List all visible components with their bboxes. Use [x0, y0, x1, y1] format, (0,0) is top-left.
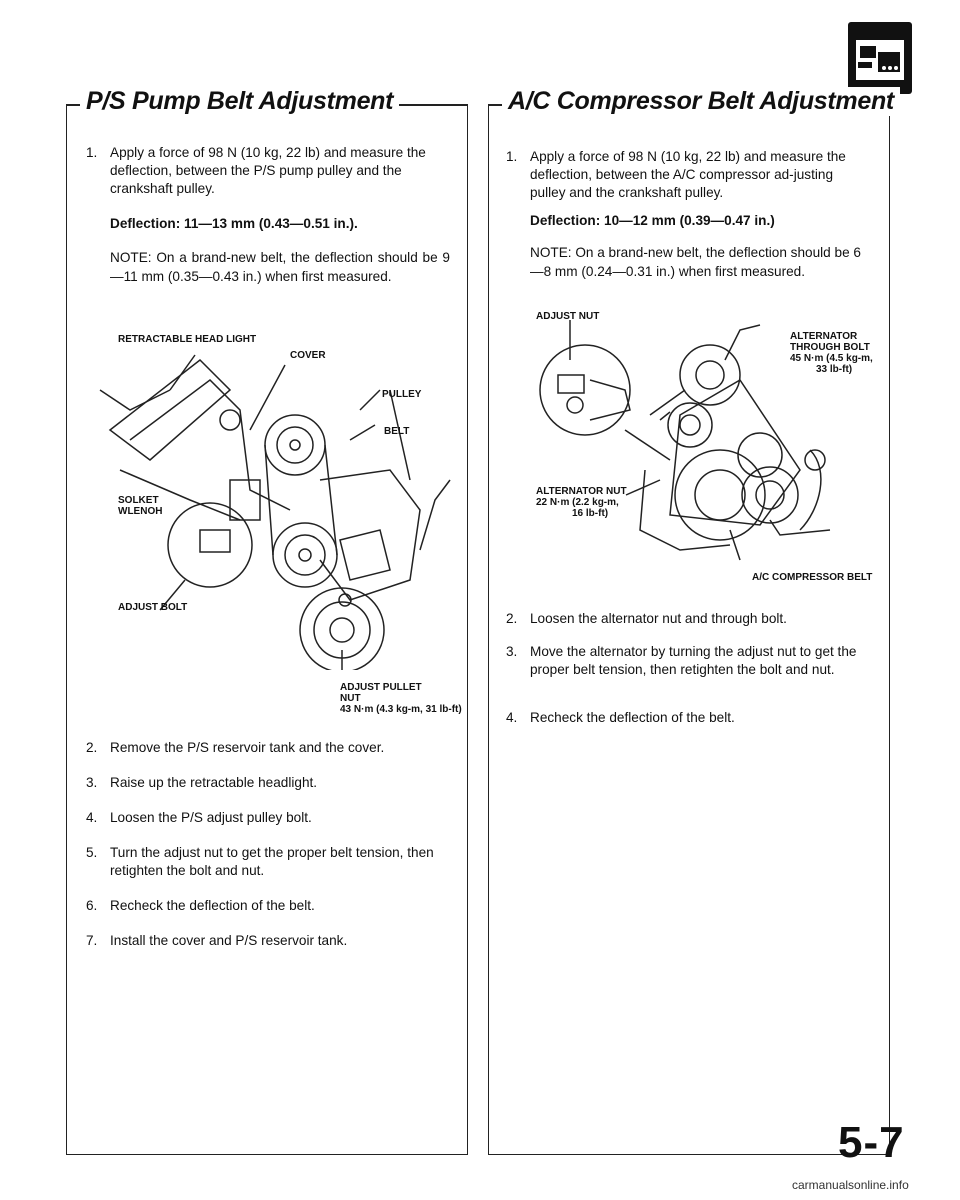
- label-alternator-through-bolt: ALTERNATOR THROUGH BOLT 45 N·m (4.5 kg-m, 33 lb-ft): [790, 331, 873, 375]
- right-note: NOTE: On a brand-new belt, the deflection should be 6—8 mm (0.24—0.31 in.) when first measured.: [530, 245, 861, 279]
- left-section-title: P/S Pump Belt Adjustment: [80, 87, 399, 116]
- label-alternator-nut: ALTERNATOR NUT 22 N·m (2.2 kg-m, 16 lb-ft): [536, 486, 627, 519]
- label-adjust-bolt: ADJUST BOLT: [118, 602, 188, 613]
- label-solenoid: SOLKET WLENOH: [118, 495, 163, 517]
- page-number: 5-7: [838, 1118, 905, 1167]
- label-adjust-pulley-nut: ADJUST PULLET NUT 43 N·m (4.3 kg-m, 31 lb-ft): [340, 682, 462, 715]
- engine-section-icon: [848, 22, 912, 94]
- label-pulley: PULLEY: [382, 389, 422, 400]
- label-cover: COVER: [290, 350, 326, 361]
- label-ac-compressor-belt: A/C COMPRESSOR BELT: [752, 572, 873, 583]
- label-retractable-headlight: RETRACTABLE HEAD LIGHT: [118, 334, 257, 345]
- right-deflection: Deflection: 10—12 mm (0.39—0.47 in.): [530, 213, 775, 228]
- watermark: carmanualsonline.info: [792, 1178, 909, 1192]
- left-note: NOTE: On a brand-new belt, the deflection should be 9—11 mm (0.35—0.43 in.) when first measured.: [110, 250, 450, 284]
- left-deflection: Deflection: 11—13 mm (0.43—0.51 in.).: [110, 216, 358, 231]
- label-belt: BELT: [384, 426, 410, 437]
- label-adjust-nut: ADJUST NUT: [536, 311, 600, 322]
- right-section-title: A/C Compressor Belt Adjustment: [502, 87, 900, 116]
